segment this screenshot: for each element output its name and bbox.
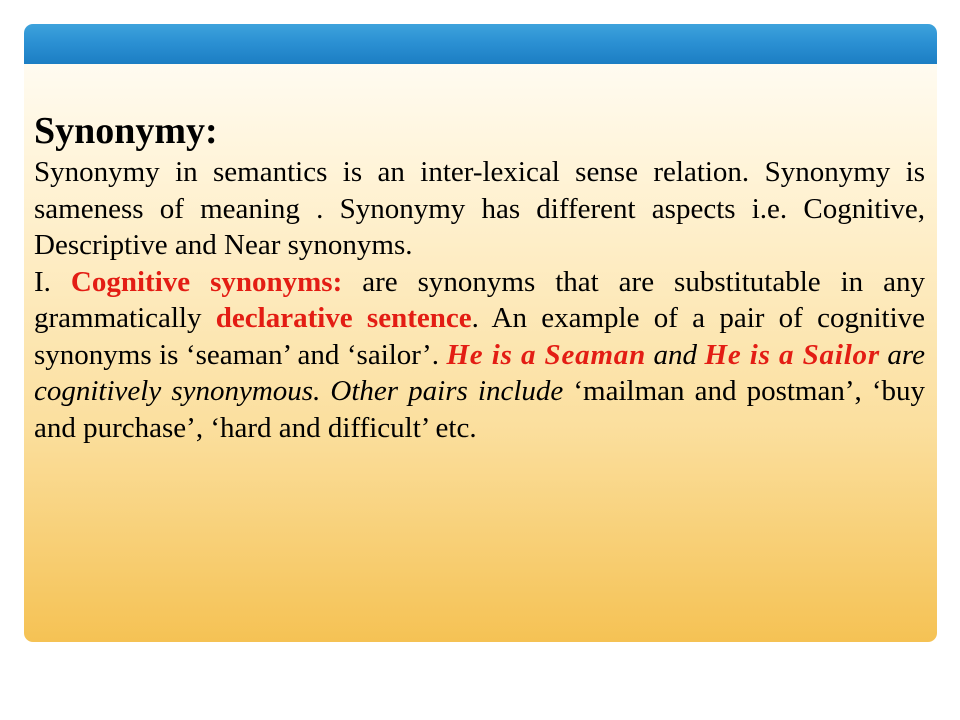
example-seaman: He is a Seaman	[446, 338, 647, 371]
cognitive-paragraph	[34, 264, 925, 447]
declarative-term: declarative sentence	[215, 302, 472, 334]
example-sailor: He is a Sailor	[704, 338, 880, 371]
header-bar	[24, 24, 937, 64]
section-number: I.	[34, 265, 51, 298]
intro-paragraph: Synonymy in semantics is an inter-lexical sense relation. Synonymy is sameness of meaning . Synonymy has different aspects i.e. Cognitive, Descriptive and Near synonyms.	[34, 156, 925, 261]
example-and: and	[653, 338, 698, 371]
cognitive-term: Cognitive synonyms:	[70, 265, 343, 298]
conclusion-text: are cognitively synonymous. Other pairs include	[34, 338, 926, 407]
definition-end: .	[471, 302, 479, 334]
content-panel	[24, 24, 937, 642]
slide-title: Synonymy:	[34, 110, 218, 152]
definition-text: are synonyms that are substitutable in any grammatically	[34, 265, 926, 334]
other-pairs: ‘mailman and postman’, ‘buy and purchase’, ‘hard and difficult’ etc.	[34, 375, 926, 444]
example-lead: An example of a pair of cognitive synonyms is ‘seaman’ and ‘sailor’.	[34, 302, 926, 371]
slide-content	[34, 108, 925, 446]
